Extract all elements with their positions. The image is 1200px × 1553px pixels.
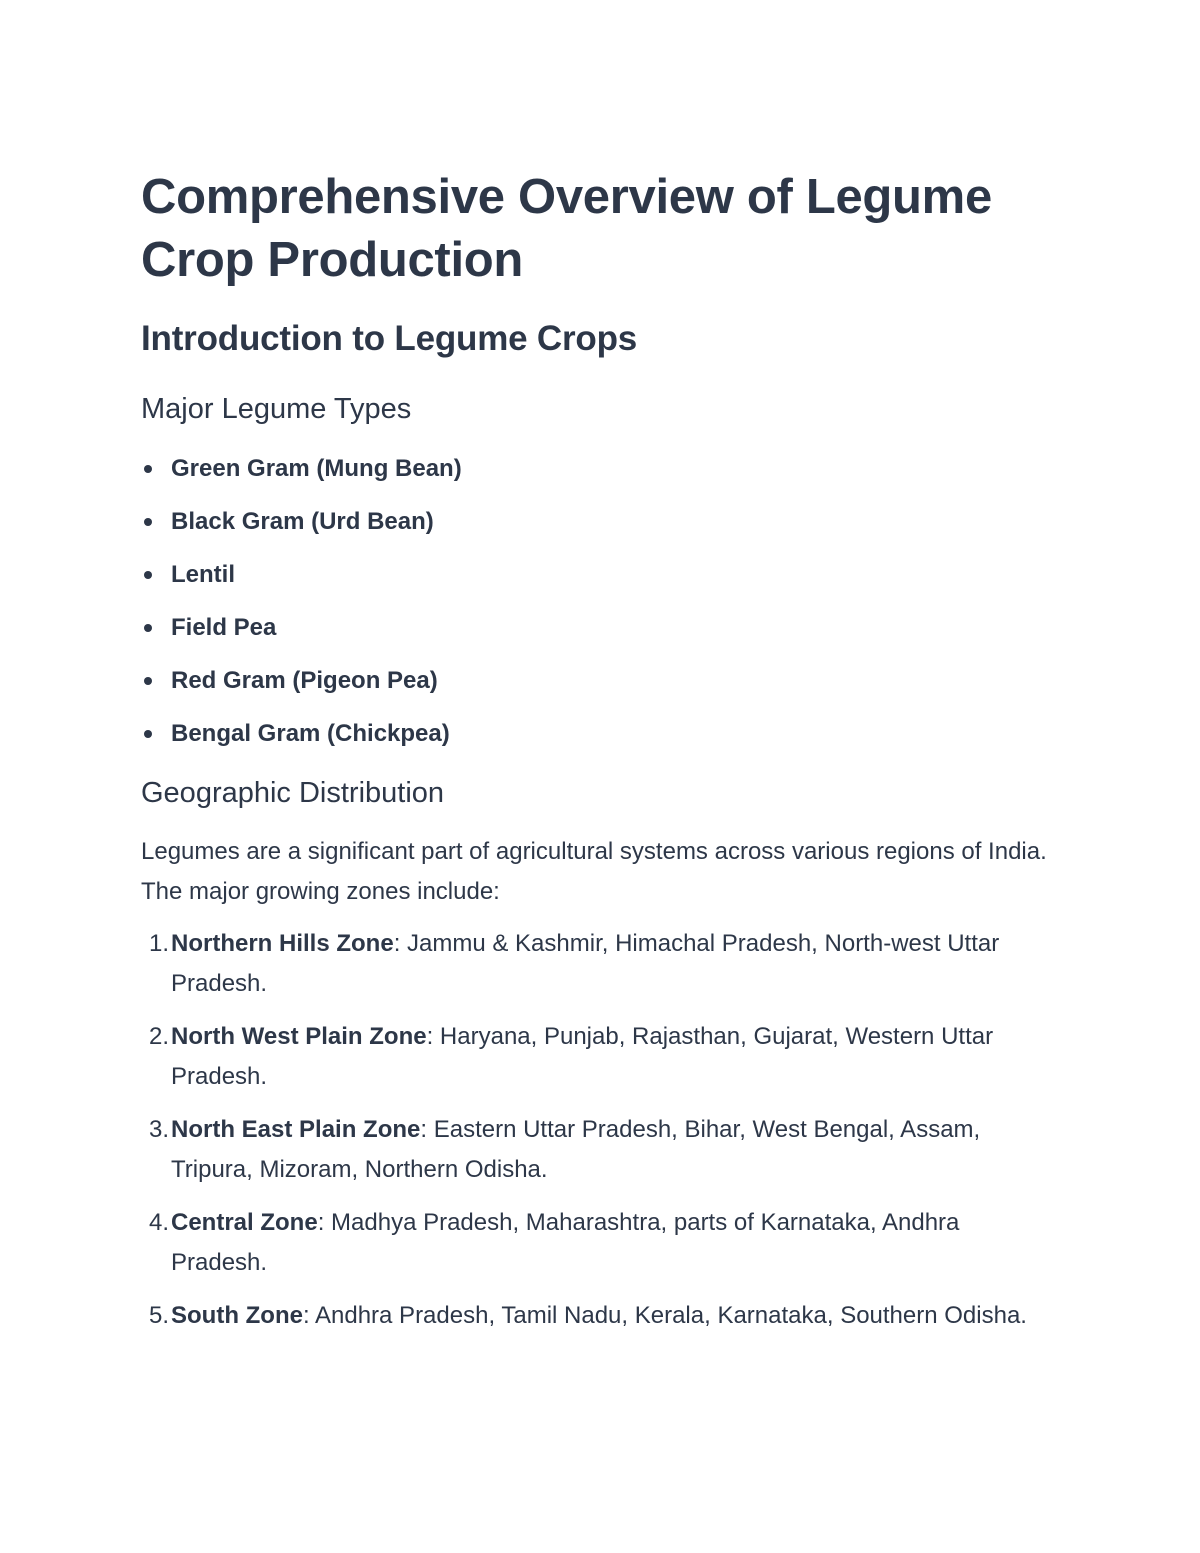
list-number: 2. xyxy=(148,1023,169,1050)
zone-states: Andhra Pradesh, Tamil Nadu, Kerala, Karnataka, Southern Odisha. xyxy=(309,1302,1027,1329)
geographic-intro-paragraph: Legumes are a significant part of agricultural systems across various regions of India. The major growing zones include: xyxy=(141,838,1047,905)
list-item xyxy=(141,502,462,555)
section-heading: Introduction to Legume Crops xyxy=(141,319,638,358)
list-item xyxy=(141,449,462,502)
list-item-label: Lentil xyxy=(171,561,235,588)
bullet-icon xyxy=(144,677,152,685)
list-item-label: Black Gram (Urd Bean) xyxy=(171,508,434,535)
bullet-icon xyxy=(144,730,152,738)
zone-name: North West Plain Zone xyxy=(171,1023,427,1050)
zone-list-item xyxy=(141,1110,1061,1190)
zone-states: Eastern Uttar Pradesh, Bihar, West Bengal, Assam, Tripura, Mizoram, Northern Odisha. xyxy=(171,1116,981,1183)
legume-types-heading: Major Legume Types xyxy=(141,393,412,425)
list-item xyxy=(141,714,462,767)
zone-separator: : xyxy=(393,930,401,957)
zone-states: Haryana, Punjab, Rajasthan, Gujarat, Western Uttar Pradesh. xyxy=(171,1023,994,1090)
list-number: 4. xyxy=(148,1209,169,1236)
zone-separator: : xyxy=(302,1302,310,1329)
zone-list-item xyxy=(141,924,1061,1004)
zone-states: Madhya Pradesh, Maharashtra, parts of Karnataka, Andhra Pradesh. xyxy=(171,1209,960,1276)
zone-name: North East Plain Zone xyxy=(171,1116,421,1143)
list-number: 1. xyxy=(148,930,169,957)
list-item-label: Field Pea xyxy=(171,614,277,641)
zone-name: Central Zone xyxy=(171,1209,318,1236)
bullet-icon xyxy=(144,571,152,579)
growing-zones-list xyxy=(141,924,1081,1349)
bullet-icon xyxy=(144,624,152,632)
list-item xyxy=(141,555,462,608)
zone-separator: : xyxy=(317,1209,325,1236)
list-number: 3. xyxy=(148,1116,169,1143)
list-item-label: Red Gram (Pigeon Pea) xyxy=(171,667,438,694)
zone-name: South Zone xyxy=(171,1302,303,1329)
list-item xyxy=(141,661,462,714)
zone-list-item xyxy=(141,1203,1061,1283)
zone-separator: : xyxy=(420,1116,428,1143)
document-title: Comprehensive Overview of Legume Crop Production xyxy=(141,170,992,287)
list-item-label: Bengal Gram (Chickpea) xyxy=(171,720,450,747)
zone-list-item xyxy=(141,1017,1061,1097)
zone-list-item xyxy=(141,1296,1061,1336)
legume-types-list xyxy=(141,449,462,767)
bullet-icon xyxy=(144,518,152,526)
list-number: 5. xyxy=(148,1302,169,1329)
zone-name: Northern Hills Zone xyxy=(171,930,394,957)
list-item-label: Green Gram (Mung Bean) xyxy=(171,455,462,482)
zone-separator: : xyxy=(426,1023,434,1050)
bullet-icon xyxy=(144,465,152,473)
zone-states: Jammu & Kashmir, Himachal Pradesh, North-west Uttar Pradesh. xyxy=(171,930,1000,997)
list-item xyxy=(141,608,462,661)
geographic-distribution-heading: Geographic Distribution xyxy=(141,777,445,809)
